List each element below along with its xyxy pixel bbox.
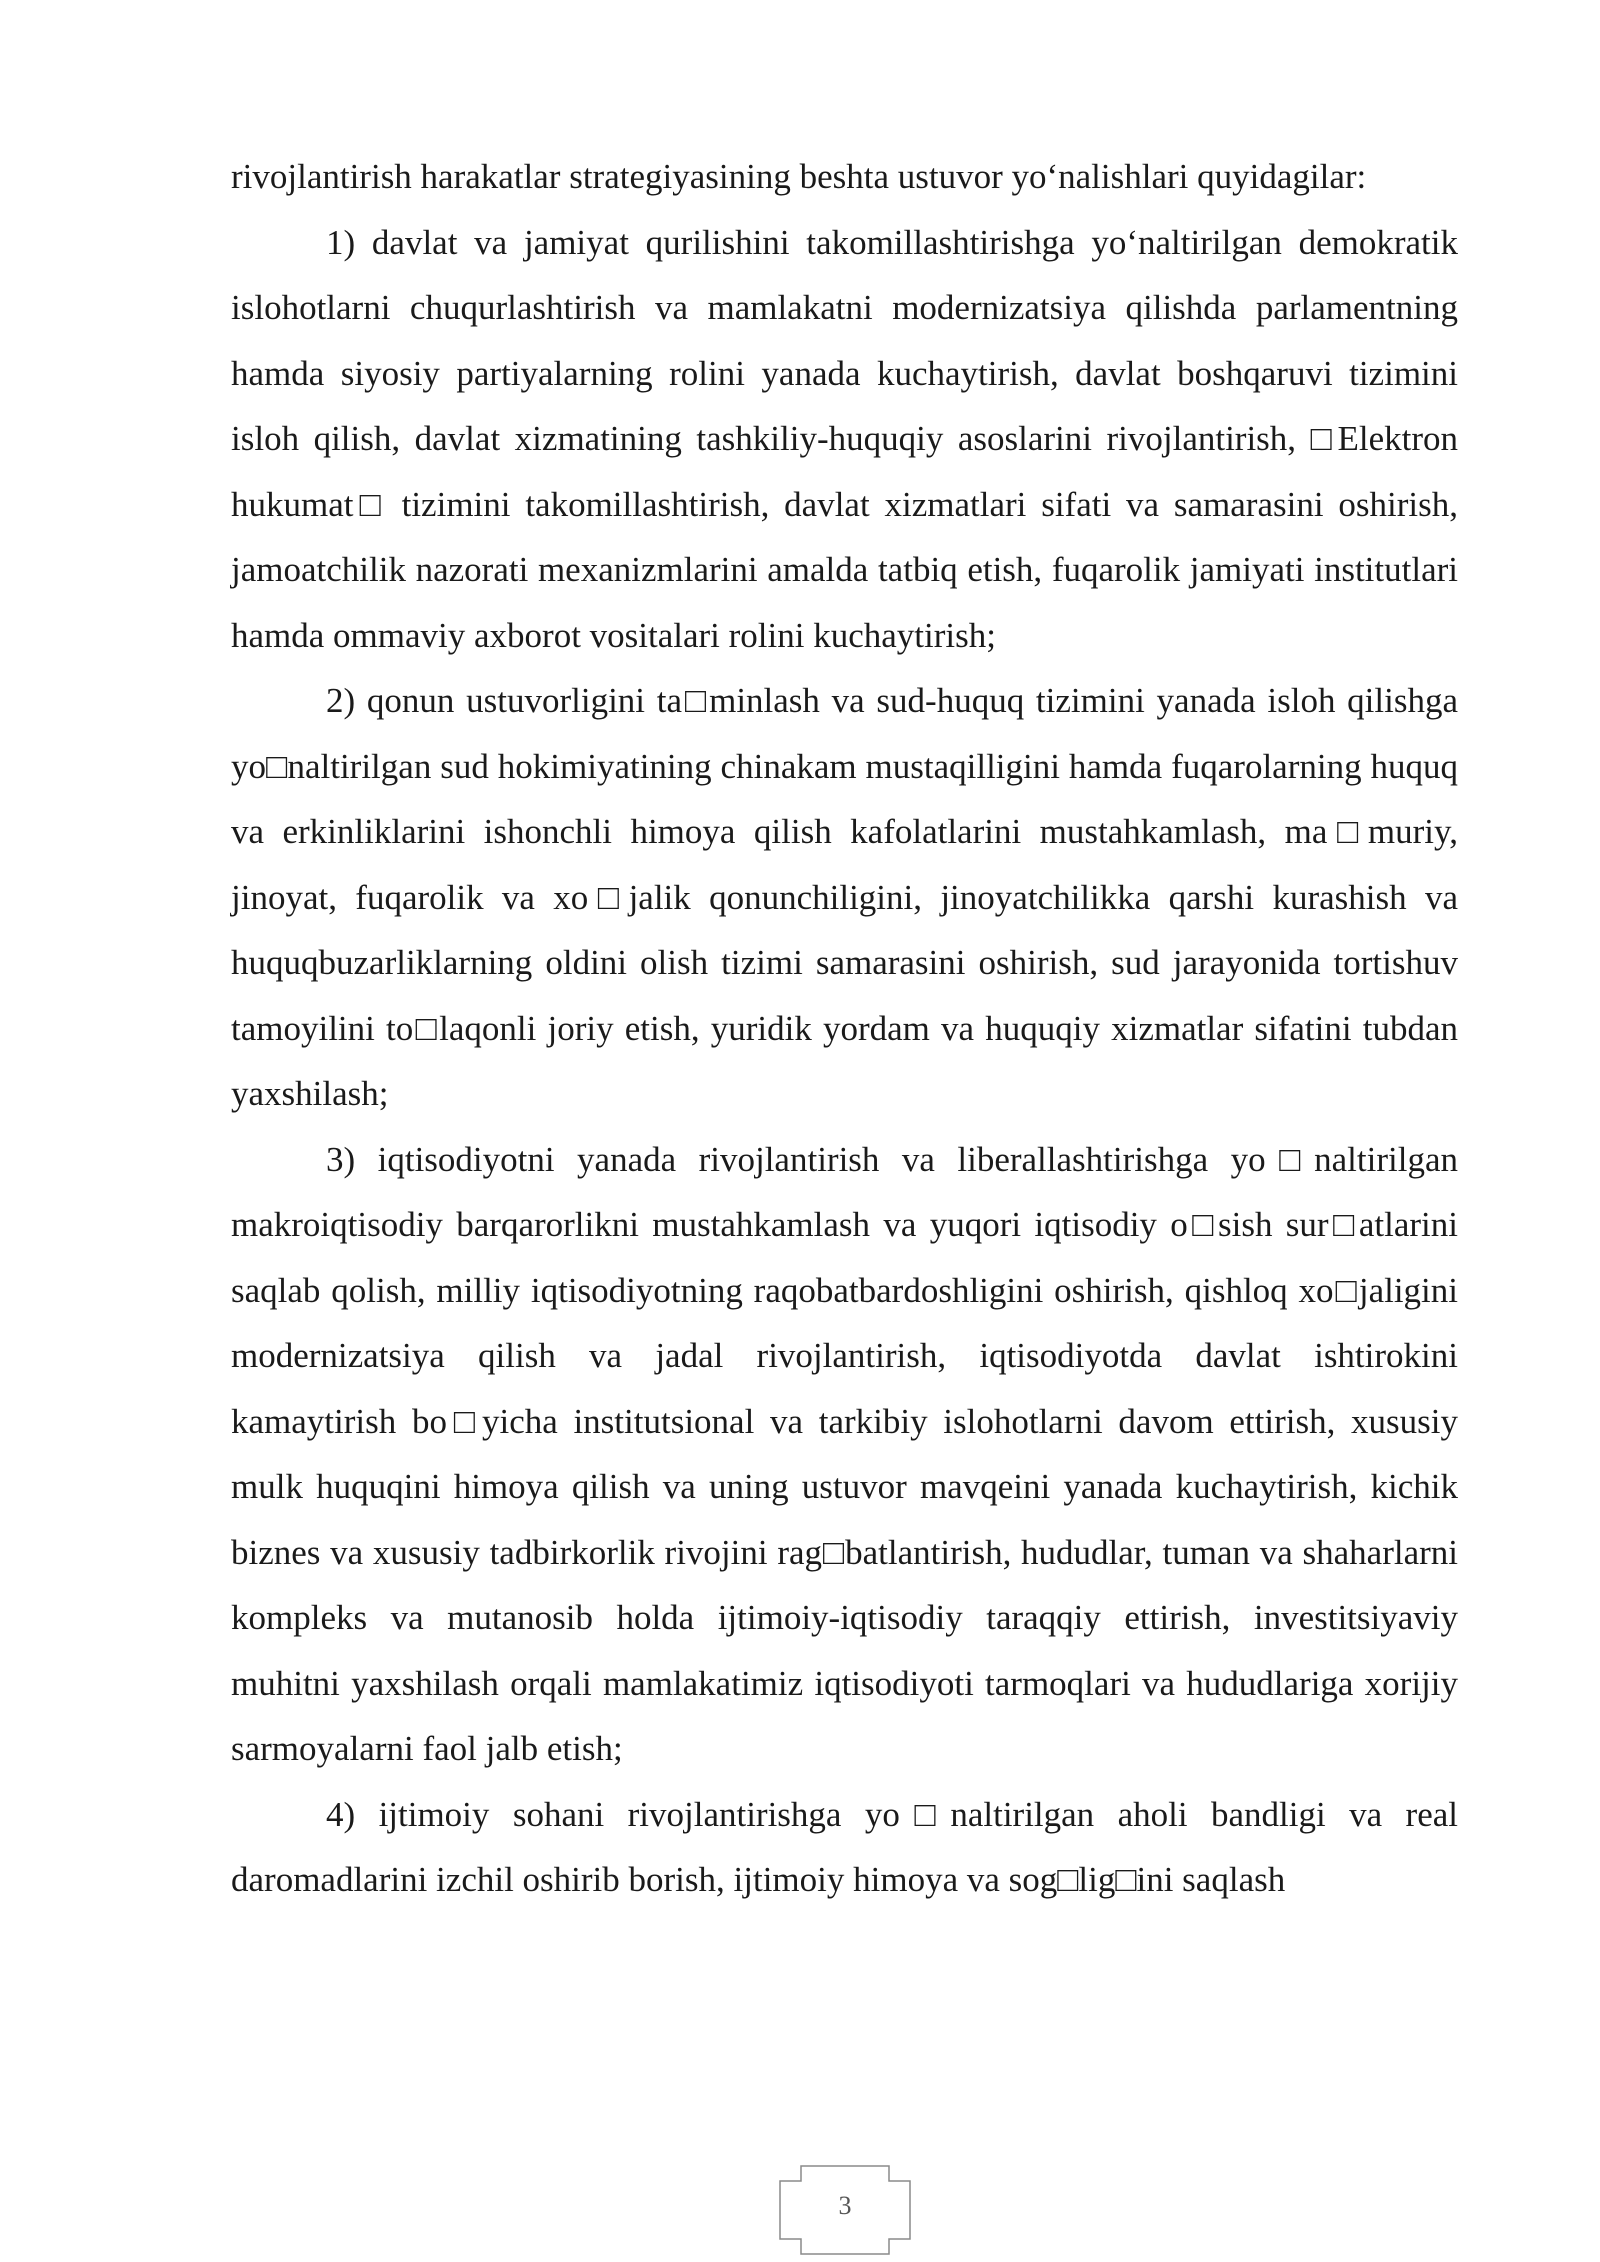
page-number-frame [779, 2165, 911, 2255]
paragraph-item-2: 2) qonun ustuvorligini ta□minlash va sud-huquq tizimini yanada isloh qilishga yo□naltirilgan sud hokimiyatining chinakam mustaqilligini hamda fuqarolarning huquq va erkinliklarini ishonchli himoya qilish kafolatlarini mustahkamlash, ma□muriy, jinoyat, fuqarolik va xo□jalik qonunchiligini, jinoyatchilikka qarshi kurashish va huquqbuzarliklarning oldini olish tizimi samarasini oshirish, sud jarayonida tortishuv tamoyilini to□laqonli joriy etish, yuridik yordam va huquqiy xizmatlar sifatini tubdan yaxshilash; [231, 681, 1458, 1113]
paragraph-item-3: 3) iqtisodiyotni yanada rivojlantirish va liberallashtirishga yo□naltirilgan makroiqtisodiy barqarorlikni mustahkamlash va yuqori iqtisodiy o□sish sur□atlarini saqlab qolish, milliy iqtisodiyotning raqobatbardoshligini oshirish, qishloq xo□jaligini modernizatsiya qilish va jadal rivojlantirish, iqtisodiyotda davlat ishtirokini kamaytirish bo□yicha institutsional va tarkibiy islohotlarni davom ettirish, xususiy mulk huquqini himoya qilish va uning ustuvor mavqeini yanada kuchaytirish, kichik biznes va xususiy tadbirkorlik rivojini rag□batlantirish, hududlar, tuman va shaharlarni kompleks va mutanosib holda ijtimoiy-iqtisodiy taraqqiy ettirish, investitsiyaviy muhitni yaxshilash orqali mamlakatimiz iqtisodiyoti tarmoqlari va hududlariga xorijiy sarmoyalarni faol jalb etish; [231, 1139, 1458, 1768]
document-body [231, 144, 1458, 1913]
paragraph-item-4: 4) ijtimoiy sohani rivojlantirishga yo□naltirilgan aholi bandligi va real daromadlarini izchil oshirib borish, ijtimoiy himoya va sog□lig□ini saqlash [231, 1794, 1458, 1899]
paragraph-intro: rivojlantirish harakatlar strategiyasining beshta ustuvor yo‘nalishlari quyidagilar: [231, 157, 1367, 196]
page-number: 3 [838, 2191, 852, 2220]
paragraph-item-1: 1) davlat va jamiyat qurilishini takomillashtirishga yo‘naltirilgan demokratik islohotlarni chuqurlashtirish va mamlakatni modernizatsiya qilishda parlamentning hamda siyosiy partiyalarning rolini yanada kuchaytirish, davlat boshqaruvi tizimini isloh qilish, davlat xizmatining tashkiliy-huquqiy asoslarini rivojlantirish, □Elektron hukumat□ tizimini takomillashtirish, davlat xizmatlari sifati va samarasini oshirish, jamoatchilik nazorati mexanizmlarini amalda tatbiq etish, fuqarolik jamiyati institutlari hamda ommaviy axborot vositalari rolini kuchaytirish; [231, 222, 1458, 655]
